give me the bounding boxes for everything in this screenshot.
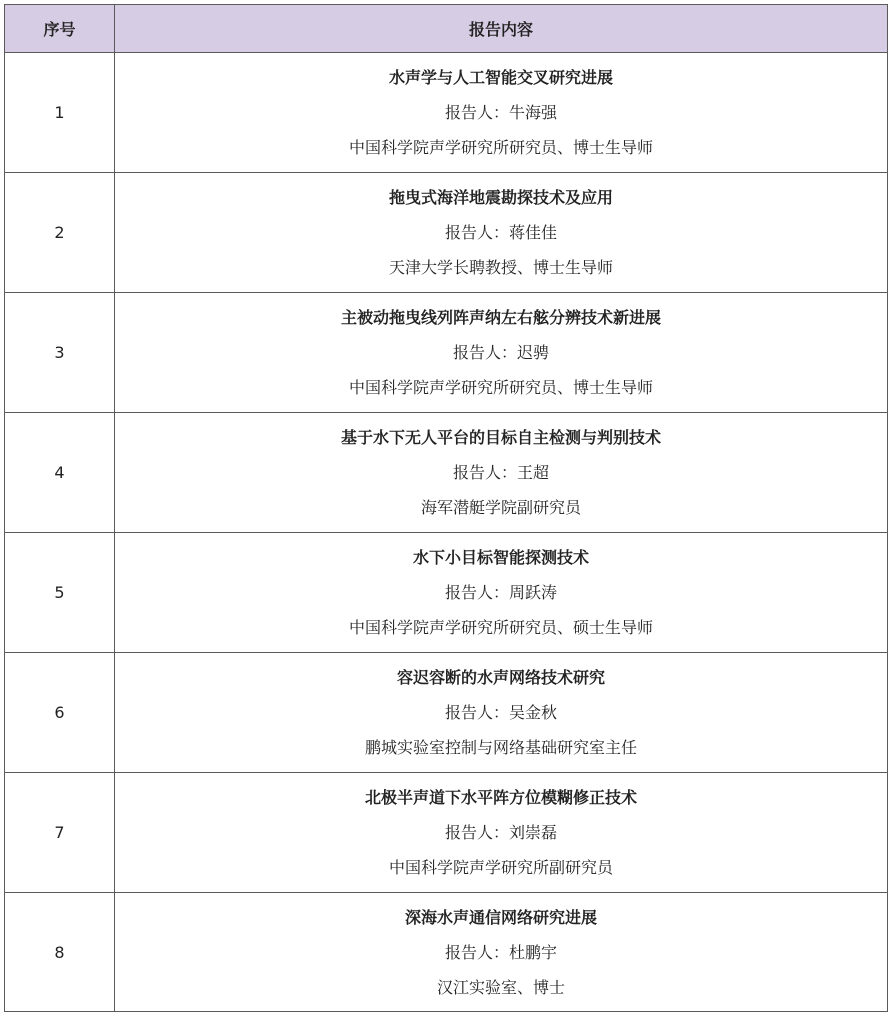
report-affiliation: 中国科学院声学研究所副研究员 [388,858,613,877]
report-speaker: 报告人：王超 [452,463,549,482]
report-affiliation: 中国科学院声学研究所研究员、博士生导师 [348,378,653,397]
report-speaker: 报告人：迟骋 [452,343,549,362]
header-content: 报告内容 [115,5,888,53]
report-affiliation: 天津大学长聘教授、博士生导师 [388,258,613,277]
report-speaker: 报告人：刘崇磊 [444,823,557,842]
report-affiliation: 中国科学院声学研究所研究员、硕士生导师 [348,618,653,637]
report-speaker: 报告人：杜鹏宇 [444,942,557,962]
table-row [5,173,888,293]
table-row [5,773,888,893]
table-row [5,293,888,413]
row-number: 2 [5,173,115,293]
report-speaker: 报告人：周跃涛 [444,583,557,602]
report-content-cell [115,173,888,293]
report-schedule-table [4,4,888,1012]
report-content-cell [115,893,888,1012]
row-number: 1 [5,53,115,173]
table-row [5,53,888,173]
report-affiliation: 海军潜艇学院副研究员 [420,498,581,517]
report-title: 水声学与人工智能交叉研究进展 [388,68,613,87]
report-speaker: 报告人：牛海强 [444,103,557,122]
row-number: 3 [5,293,115,413]
row-number: 8 [5,893,115,1012]
header-number: 序号 [5,5,115,53]
report-title: 拖曳式海洋地震勘探技术及应用 [388,188,613,207]
table-row [5,413,888,533]
row-number: 6 [5,653,115,773]
report-title: 深海水声通信网络研究进展 [404,907,597,927]
report-content-cell [115,413,888,533]
report-content-cell [115,773,888,893]
report-content-cell [115,53,888,173]
row-number: 5 [5,533,115,653]
report-content-cell [115,533,888,653]
report-title: 北极半声道下水平阵方位模糊修正技术 [364,788,637,807]
report-speaker: 报告人：蒋佳佳 [444,223,557,242]
report-affiliation: 中国科学院声学研究所研究员、博士生导师 [348,138,653,157]
table-row [5,893,888,1012]
report-affiliation: 汉江实验室、博士 [436,977,565,997]
report-title: 容迟容断的水声网络技术研究 [396,668,605,687]
report-affiliation: 鹏城实验室控制与网络基础研究室主任 [364,738,637,757]
header-row [5,5,888,53]
report-speaker: 报告人：吴金秋 [444,703,557,722]
table-row [5,653,888,773]
table-row [5,533,888,653]
row-number: 7 [5,773,115,893]
report-title: 主被动拖曳线列阵声纳左右舷分辨技术新进展 [340,308,661,327]
report-title: 水下小目标智能探测技术 [412,548,589,567]
report-content-cell [115,653,888,773]
row-number: 4 [5,413,115,533]
report-content-cell [115,293,888,413]
report-title: 基于水下无人平台的目标自主检测与判别技术 [340,428,661,447]
